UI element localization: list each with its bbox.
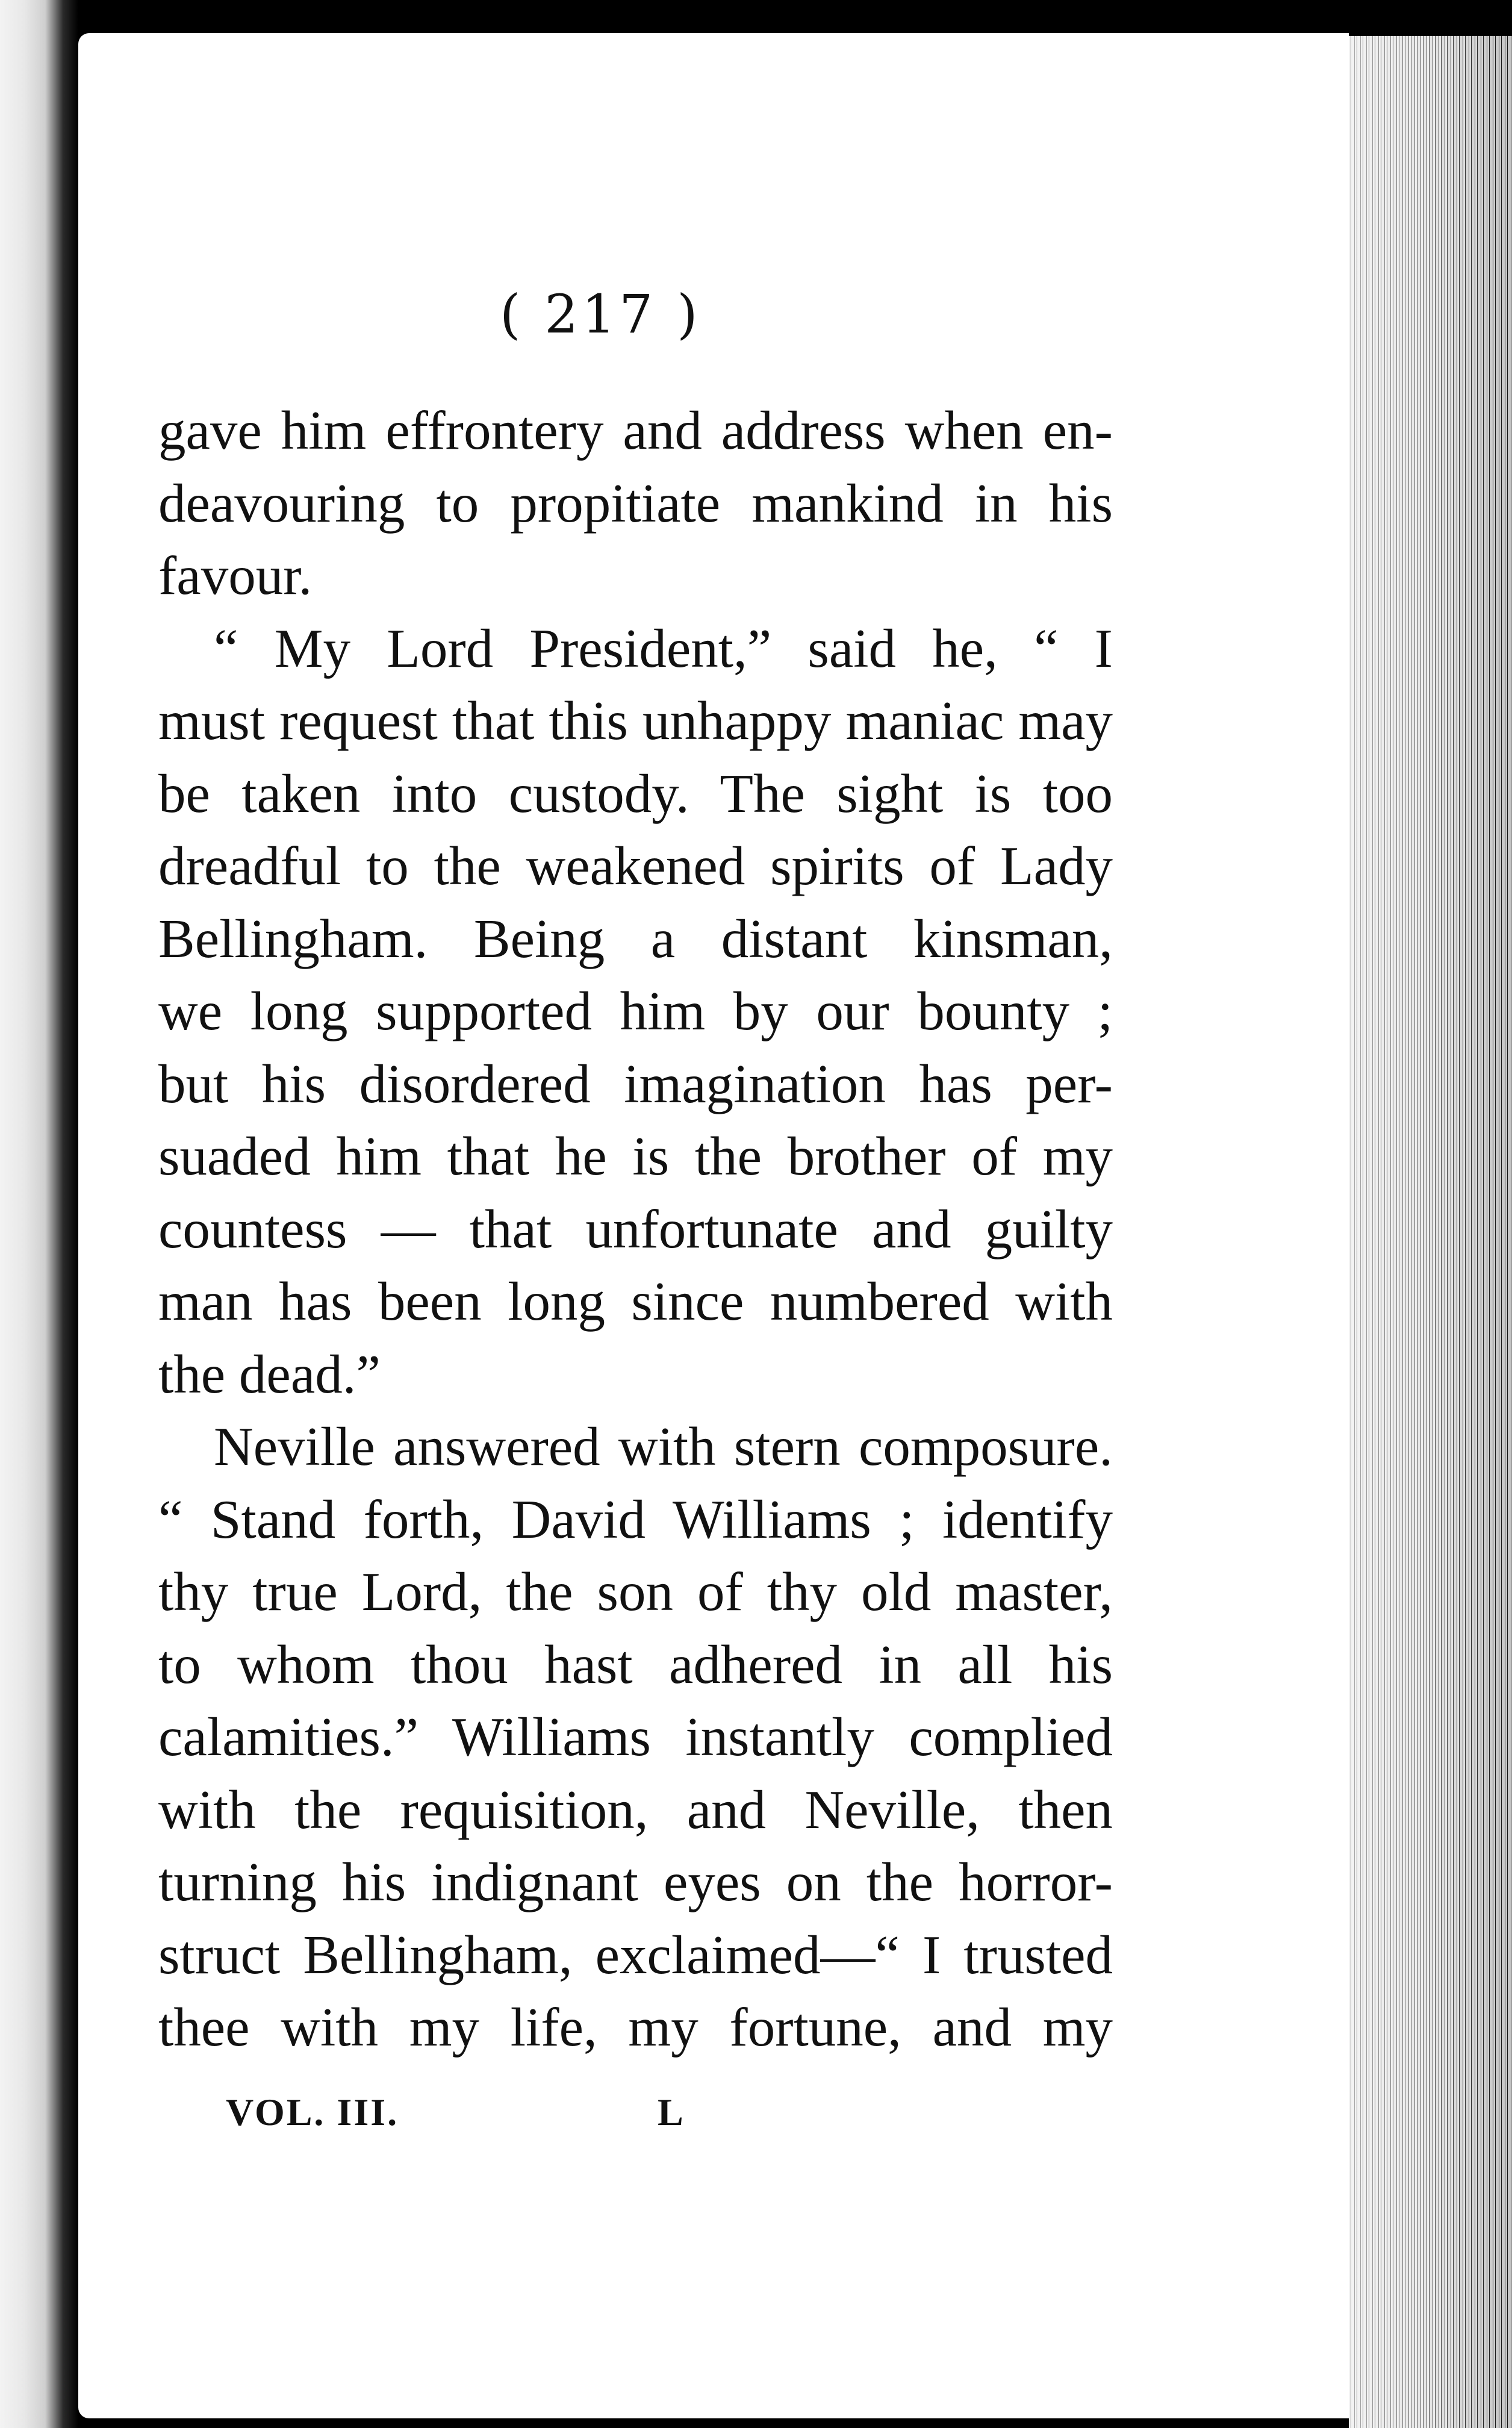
text-line: with the requisition, and Neville, then bbox=[158, 1779, 1113, 1840]
text-line: struct Bellingham, exclaimed—“ I trusted bbox=[158, 1924, 1113, 1985]
text-line: gave him effrontery and address when en- bbox=[158, 400, 1113, 461]
text-line: but his disordered imagination has per- bbox=[158, 1053, 1113, 1114]
text-line: the dead.” bbox=[158, 1343, 381, 1405]
page-body-text bbox=[158, 395, 1113, 2064]
text-line: must request that this unhappy maniac may bbox=[158, 690, 1113, 751]
text-line: countess — that unfortunate and guilty bbox=[158, 1198, 1113, 1259]
footer-signature: L bbox=[658, 2091, 683, 2133]
text-line: thy true Lord, the son of thy old master, bbox=[158, 1561, 1113, 1622]
text-line: suaded him that he is the brother of my bbox=[158, 1126, 1113, 1187]
page-edges-shade bbox=[1349, 36, 1512, 2428]
book-gutter-left bbox=[0, 0, 78, 2428]
text-line: calamities.” Williams instantly complied bbox=[158, 1706, 1113, 1767]
text-line: dreadful to the weakened spirits of Lady bbox=[158, 835, 1113, 896]
text-line: deavouring to propitiate mankind in his bbox=[158, 472, 1113, 534]
text-line: Bellingham. Being a distant kinsman, bbox=[158, 908, 1113, 969]
text-line: man has been long since numbered with bbox=[158, 1271, 1113, 1332]
text-line: “ Stand forth, David Williams ; identify bbox=[158, 1488, 1113, 1550]
text-line: thee with my life, my fortune, and my bbox=[158, 1997, 1113, 2058]
text-line: “ My Lord President,” said he, “ I bbox=[214, 617, 1113, 679]
text-line: be taken into custody. The sight is too bbox=[158, 763, 1113, 824]
text-line: we long supported him by our bounty ; bbox=[158, 981, 1113, 1041]
text-line: to whom thou hast adhered in all his bbox=[158, 1634, 1113, 1695]
text-line: Neville answered with stern composure. bbox=[214, 1416, 1113, 1477]
text-line: favour. bbox=[158, 545, 313, 606]
footer-volume: VOL. III. bbox=[226, 2091, 399, 2133]
text-line: turning his indignant eyes on the horror- bbox=[158, 1852, 1113, 1912]
page-number: ( 217 ) bbox=[500, 283, 702, 345]
